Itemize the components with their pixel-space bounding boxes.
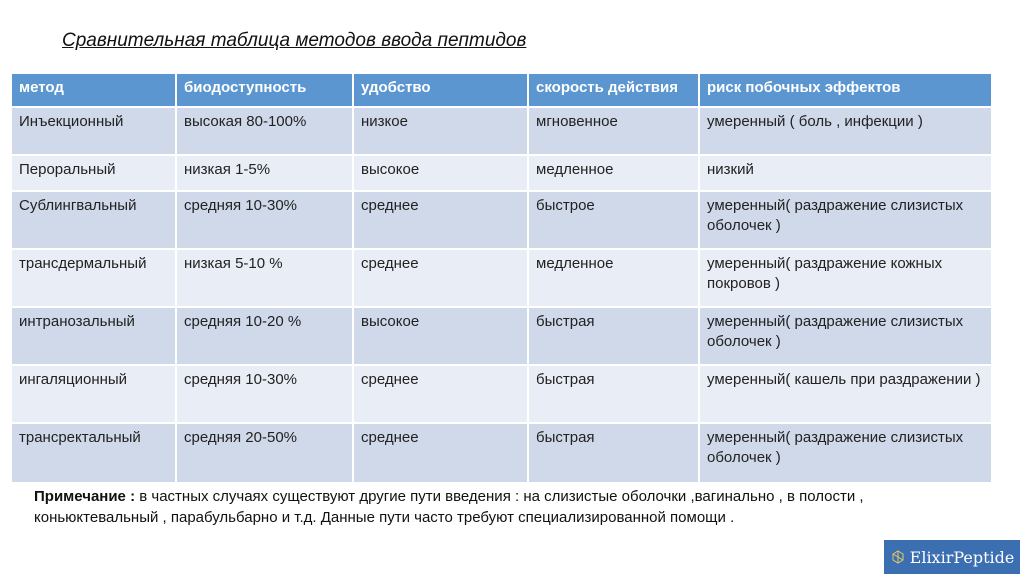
table-row (11, 107, 992, 155)
table-cell: Пероральный (11, 155, 176, 191)
table-row (11, 307, 992, 365)
table-row (11, 191, 992, 249)
table-cell: умеренный( раздражение кожных покровов ) (699, 249, 992, 307)
table-cell: среднее (353, 423, 528, 483)
footnote-text: в частных случаях существуют другие пути введения : на слизистые оболочки ,вагинально , в полости , коньюктевальный , парабульбарно и т.д. Данные пути часто требуют специализированной помощи . (34, 488, 864, 526)
table-cell: быстрое (528, 191, 699, 249)
table-cell: низкая 5-10 % (176, 249, 353, 307)
molecule-icon (890, 549, 906, 565)
table-row (11, 155, 992, 191)
table-cell: низкая 1-5% (176, 155, 353, 191)
table-cell: высокое (353, 307, 528, 365)
logo-text: ElixirPeptide (909, 547, 1015, 567)
table-cell: мгновенное (528, 107, 699, 155)
table-cell: умеренный ( боль , инфекции ) (699, 107, 992, 155)
table-cell: среднее (353, 249, 528, 307)
table-cell: низкое (353, 107, 528, 155)
table-cell: среднее (353, 191, 528, 249)
header-side-effects: риск побочных эффектов (699, 73, 992, 107)
table-cell: умеренный( раздражение слизистых оболочек ) (699, 423, 992, 483)
table-cell: высокая 80-100% (176, 107, 353, 155)
table-cell: быстрая (528, 365, 699, 423)
table-cell: медленное (528, 155, 699, 191)
footnote (34, 486, 974, 528)
header-convenience: удобство (353, 73, 528, 107)
table-cell: средняя 10-30% (176, 191, 353, 249)
comparison-table (10, 72, 993, 484)
table-cell: Инъекционный (11, 107, 176, 155)
table-cell: интранозальный (11, 307, 176, 365)
table-cell: средняя 10-20 % (176, 307, 353, 365)
table-cell: высокое (353, 155, 528, 191)
header-speed: скорость действия (528, 73, 699, 107)
table-cell: Сублингвальный (11, 191, 176, 249)
table-cell: трансректальный (11, 423, 176, 483)
table-cell: умеренный( раздражение слизистых оболочек ) (699, 307, 992, 365)
table-cell: медленное (528, 249, 699, 307)
table-row (11, 365, 992, 423)
table-cell: умеренный( кашель при раздражении ) (699, 365, 992, 423)
table-cell: среднее (353, 365, 528, 423)
header-bioavailability: биодоступность (176, 73, 353, 107)
table-cell: трансдермальный (11, 249, 176, 307)
table-cell: быстрая (528, 423, 699, 483)
table-cell: средняя 10-30% (176, 365, 353, 423)
header-method: метод (11, 73, 176, 107)
logo (884, 540, 1020, 574)
table-cell: ингаляционный (11, 365, 176, 423)
table-cell: умеренный( раздражение слизистых оболочек ) (699, 191, 992, 249)
table-header-row (11, 73, 992, 107)
footnote-label: Примечание : (34, 488, 136, 505)
page-title: Сравнительная таблица методов ввода пептидов (62, 30, 527, 51)
table-cell: средняя 20-50% (176, 423, 353, 483)
table-cell: быстрая (528, 307, 699, 365)
table-cell: низкий (699, 155, 992, 191)
table-row (11, 423, 992, 483)
table-row (11, 249, 992, 307)
